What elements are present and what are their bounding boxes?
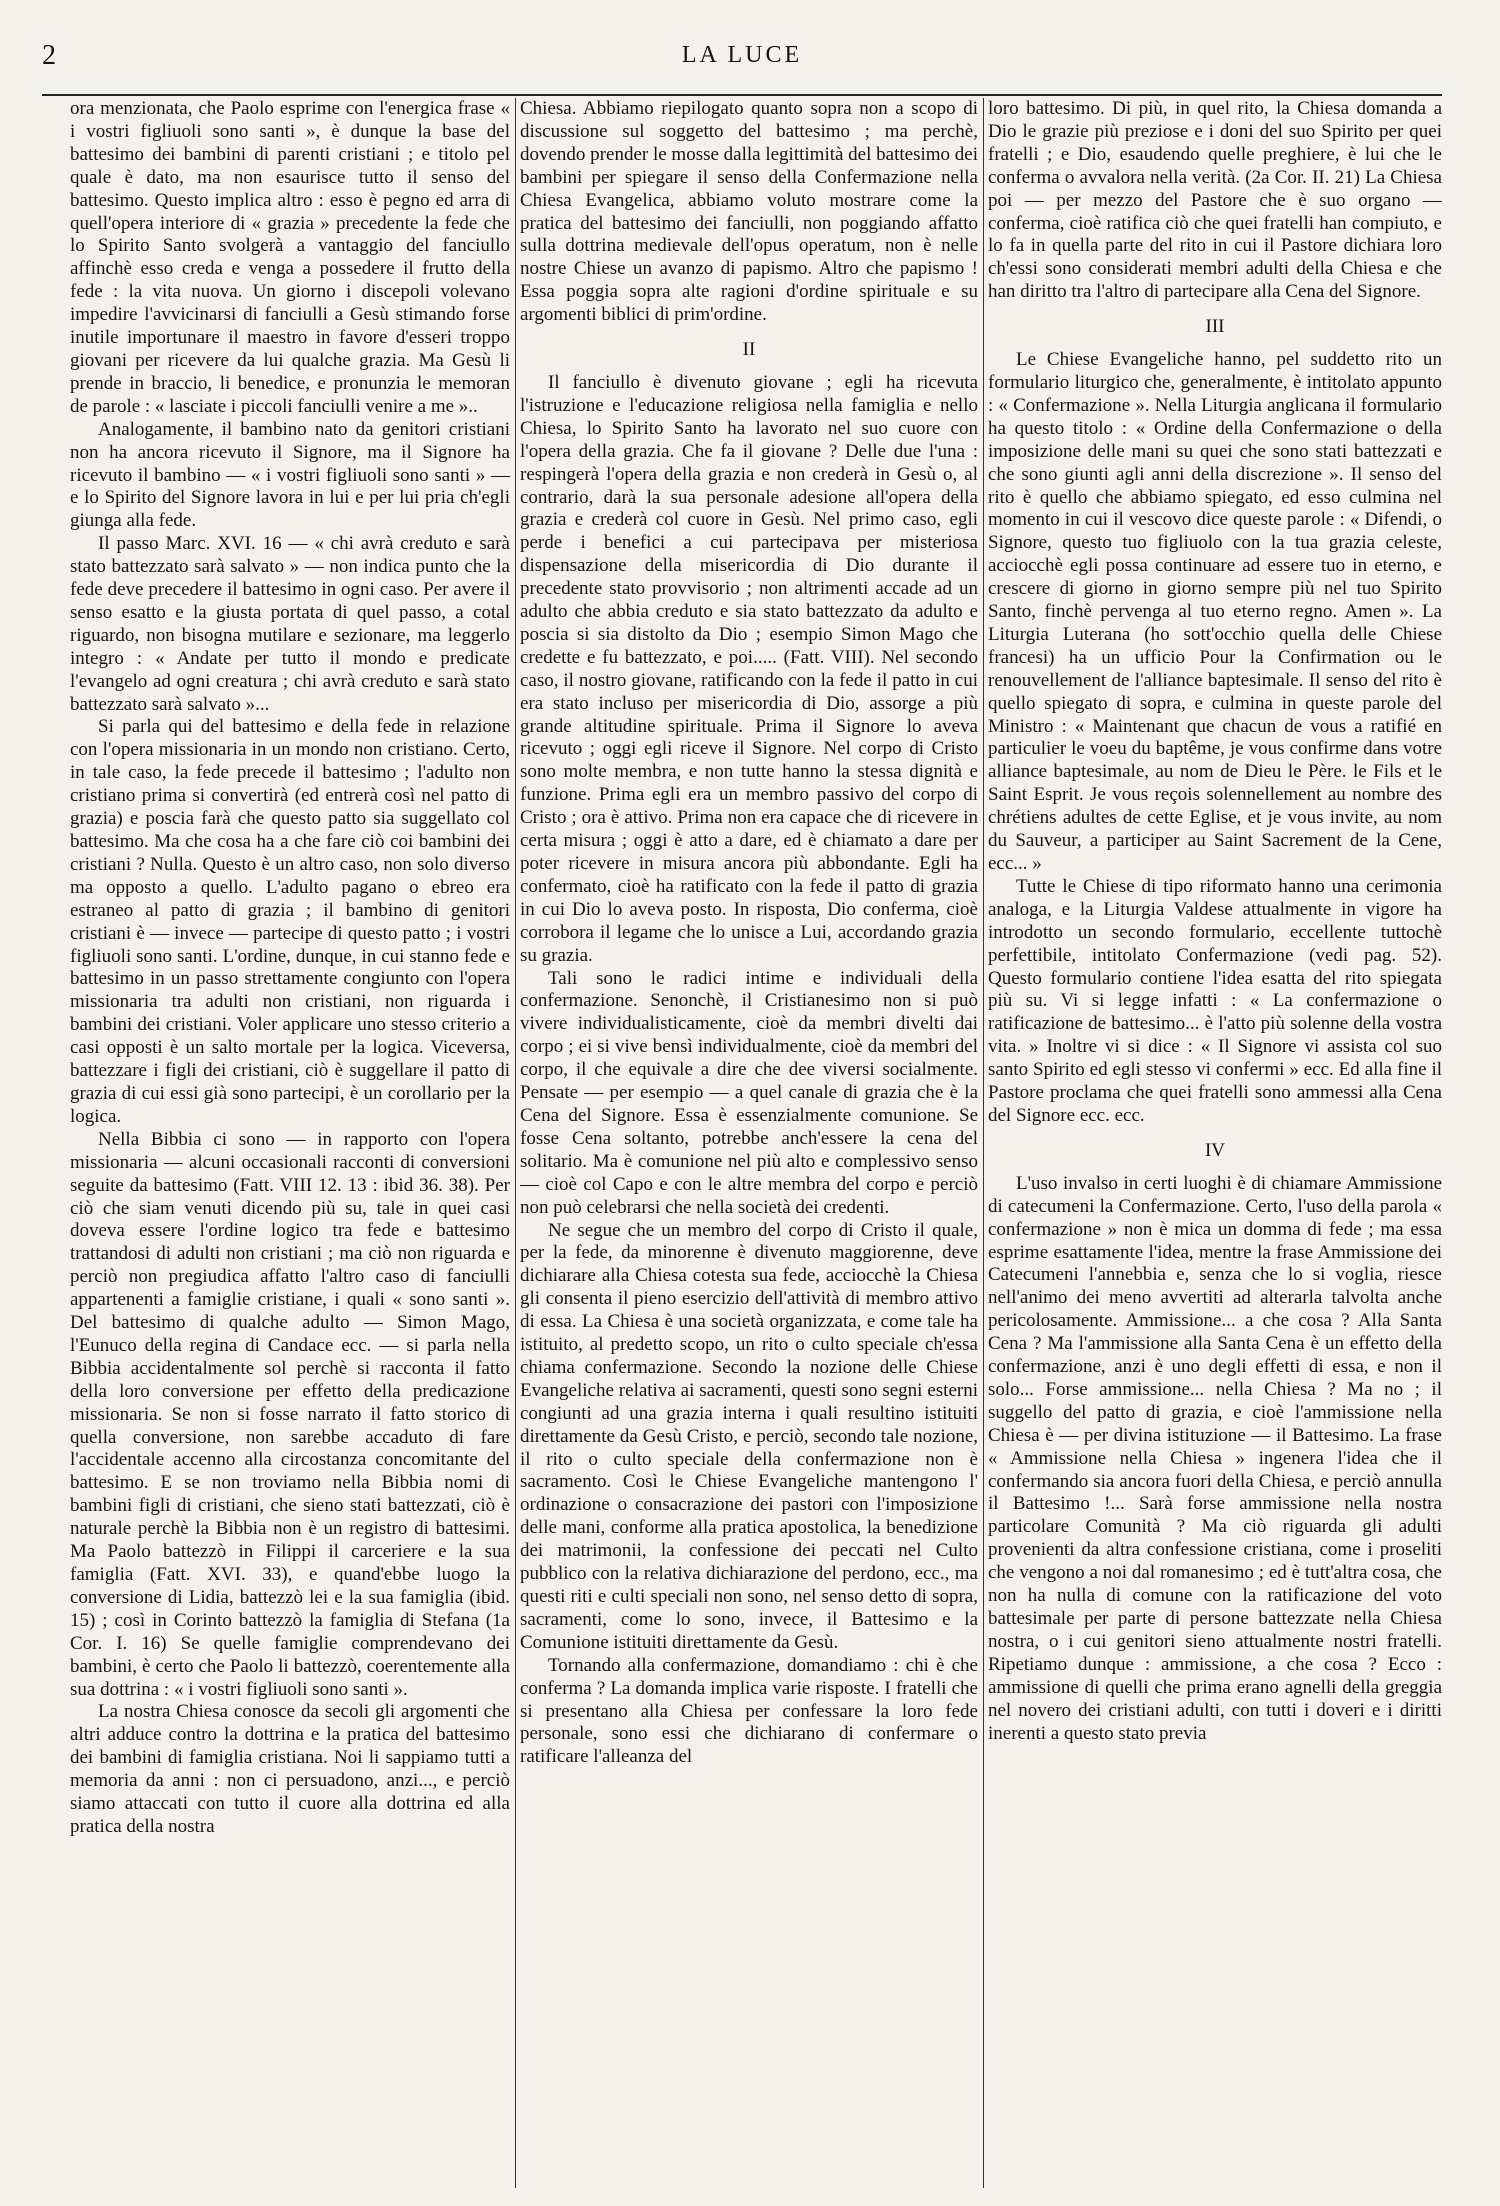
paragraph: Il passo Marc. XVI. 16 — « chi avrà creduto e sarà stato battezzato sarà salvato » — non indica punto che la fede deve precedere il battesimo in ogni caso. Per avere il senso esatto e la giusta portata di quel passo, a cotal riguardo, non bisogna mutilare e sezionare, ma leggerlo integro : « Andate per tutto il mondo e predicate l'evangelo ad ogni creatura ; chi avrà creduto e sarà stato battezzato sarà salvato »...	[70, 533, 510, 715]
header-rule	[42, 94, 1442, 96]
paragraph: Tali sono le radici intime e individuali della confermazione. Senonchè, il Cristianesimo non si può vivere individualisticamente, cioè da membri divelti dai corpo ; ei si vive bensì individualmente, cioè da membri del corpo, il che equivale a dire che dee viversi socialmente. Pensate — per esempio — a quel canale di grazia che è la Cena del Signore. Essa è essenzialmente comunione. Se fosse Cena soltanto, potrebbe anch'essere la cena del solitario. Ma è comunione nel più alto e complessivo senso — cioè col Capo e con le altre membra del corpo e perciò non può celebrarsi che nella società dei credenti.	[520, 967, 978, 1218]
page-header	[42, 40, 1442, 80]
paragraph: Nella Bibbia ci sono — in rapporto con l'opera missionaria — alcuni occasionali racconti di conversioni seguite da battesimo (Fatt. VIII 12. 13 : ibid 36. 38). Per ciò che siam venuti dicendo più su, tale in quei casi doveva essere l'ordine logico tra fede e battesimo trattandosi di adulti non cristiani ; ma ciò non riguarda e perciò non pregiudica affatto l'altro caso di fanciulli appartenenti a famiglie cristiane, i quali « sono santi ». Del battesimo di qualche adulto — Simon Mago, l'Eunuco della regina di Candace ecc. — si parla nella Bibbia accidentalmente sol perchè si racconta il fatto della loro conversione per effetto della predicazione missionaria. Se non si fosse narrato il fatto storico di quella conversione, non sarebbe accaduto di fare l'accidentale accenno alla circostanza concomitante del battesimo. E se non troviamo nella Bibbia nomi di bambini figli di cristiani, che sieno stati battezzati, ciò è naturale perchè la Bibbia non è un registro di battesimi. Ma Paolo battezzò in Filippi il carceriere e la sua famiglia (Fatt. XVI. 33), e quand'ebbe luogo la conversione di Lidia, battezzò lei e la sua famiglia (ibid. 15) ; così in Corinto battezzò la famiglia di Stefana (1a Cor. I. 16) Se quelle famiglie comprendevano dei bambini, è certo che Paolo li battezzò, coerentemente alla sua dottrina : « i vostri figliuoli sono santi ».	[70, 1128, 510, 1700]
paragraph: Si parla qui del battesimo e della fede in relazione con l'opera missionaria in un mondo non cristiano. Certo, in tale caso, la fede precede il battesimo ; l'adulto non cristiano prima si convertirà (ed entrerà così nel patto di grazia) e poscia farà che questo patto sia suggellato col battesimo. Ma che cosa ha a che fare ciò coi bambini dei cristiani ? Nulla. Questo è un altro caso, non solo diverso ma opposto a quello. L'adulto pagano o ebreo era estraneo al patto di grazia ; il bambino di genitori cristiani è — invece — partecipe di questo patto ; i vostri figliuoli sono santi. L'ordine, dunque, in cui stanno fede e battesimo in un passo strettamente congiunto con l'opera missionaria tra adulti non cristiani, non riguarda i bambini dei cristiani. Voler applicare uno stesso criterio a casi opposti è un salto mortale per la logica. Viceversa, battezzare i figli dei cristiani, ciò è suggellare il patto di grazia di cui essi già sono partecipi, è un corollario per la logica.	[70, 716, 510, 1127]
text-column-1	[70, 98, 510, 2188]
paragraph: Le Chiese Evangeliche hanno, pel suddetto rito un formulario liturgico che, generalmente, è intitolato appunto : « Confermazione ». Nella Liturgia anglicana il formulario ha questo titolo : « Ordine della Confermazione o della imposizione delle mani su quei che sono stati battezzati e che sono giunti agli anni della discrezione ». Il senso del rito è quello che abbiamo spiegato, ed esso culmina nel momento in cui il vescovo dice queste parole : « Difendi, o Signore, questo tuo figliuolo con la tua grazia celeste, acciocchè egli possa continuare ad essere tuo in eterno, e crescere di giorno in giorno sempre più nel tuo Spirito Santo, finchè pervenga al tuo eterno regno. Amen ». La Liturgia Luterana (ho sott'occhio quella delle Chiese francesi) ha un ufficio Pour la Confirmation ou le renouvellement de l'alliance baptesimale. Il senso del rito è quello spiegato di sopra, e culmina in queste parole del Ministro : « Maintenant que chacun de vous a ratifié en particulier le voeu du baptême, je vous confirme dans votre alliance baptesimale, au nom de Dieu le Père. le Fils et le Saint Esprit. Je vous reçois solennellement au nombre des chrétiens adultes de cette Eglise, et je vous invite, au nom du Sauveur, a participer au Saint Sacrement de la Cene, ecc... »	[988, 349, 1442, 874]
text-column-3	[988, 98, 1442, 2188]
paragraph: Chiesa. Abbiamo riepilogato quanto sopra non a scopo di discussione sul soggetto del battesimo ; ma perchè, dovendo prender le mosse dalla legittimità del battesimo dei bambini per spiegare il senso della Confermazione nella Chiesa Evangelica, abbiamo voluto mostrare come la pratica del battesimo dei fanciulli, non poggiando affatto sulla dottrina medievale dell'opus operatum, non è nelle nostre Chiese un avanzo di papismo. Altro che papismo ! Essa poggia sopra alte ragioni d'ordine spirituale e su argomenti biblici di prim'ordine.	[520, 98, 978, 326]
paragraph: L'uso invalso in certi luoghi è di chiamare Ammissione di catecumeni la Confermazione. Certo, l'uso della parola « confermazione » non è mica un domma di fede ; ma essa esprime esattamente l'idea, mentre la frase Ammissione dei Catecumeni l'annebbia e, senza che lo si voglia, riesce nell'animo dei meno avvertiti ad alterarla talvolta anche pericolosamente. Ammissione... a che cosa ? Alla Santa Cena ? Ma l'ammissione alla Santa Cena è un effetto della confermazione, anzi è uno degli effetti di essa, e non il solo... Forse ammissione... nella Chiesa ? Ma no ; il suggello del patto di grazia, e cioè l'ammissione nella Chiesa è — per divina istituzione — il Battesimo. La frase « Ammissione nella Chiesa » ingenera l'idea che il confermando sia ancora fuori della Chiesa, e perciò annulla il Battesimo !... Sarà forse ammissione nella nostra particolare Comunità ? Ma ciò riguarda gli adulti provenienti da altra confessione cristiana, come i proseliti che vengono a noi dal romanesimo ; ed è tutt'altra cosa, che non ha nulla di comune con la ratificazione del voto battesimale per parte di persone battezzate nella Chiesa nostra, o i cui genitori sieno attualmente nostri fratelli. Ripetiamo dunque : ammissione, a che cosa ? Ecco : ammissione di quelli che prima erano agnelli della greggia nel novero dei cristiani adulti, con tutti i doveri e i diritti inerenti a questo stato previa	[988, 1172, 1442, 1744]
paragraph: loro battesimo. Di più, in quel rito, la Chiesa domanda a Dio le grazie più preziose e i doni del suo Spirito per quei fratelli ; e Dio, esaudendo quelle preghiere, è lui che le conferma o avvalora nella verità. (2a Cor. II. 21) La Chiesa poi — per mezzo del Pastore che è suo organo — conferma, cioè ratifica ciò che quei fratelli han compiuto, e lo fa in quella parte del rito in cui il Pastore dichiara loro ch'essi sono considerati membri adulti della Chiesa e che han diritto tra l'altro di partecipare alla Cena del Signore.	[988, 98, 1442, 303]
paragraph: Tornando alla confermazione, domandiamo : chi è che conferma ? La domanda implica varie risposte. I fratelli che si presentano alla Chiesa per confessare la loro fede personale, sono essi che dichiarano di confermare o ratificare l'alleanza del	[520, 1654, 978, 1768]
paragraph: Il fanciullo è divenuto giovane ; egli ha ricevuta l'istruzione e l'educazione religiosa nella famiglia e nello Chiesa, lo Spirito Santo ha lavorato nel suo cuore con l'opera della grazia. Che fa il giovane ? Delle due l'una : respingerà l'opera della grazia e non crederà in Gesù o, al contrario, darà la sua personale adesione all'opera della grazia e crederà col cuore in Gesù. Nel primo caso, egli perde i benefici a cui partecipava per misteriosa dispensazione della misericordia di Dio durante il precedente stato provvisorio ; non altrimenti accade ad un adulto che abbia creduto e sia stato battezzato da adulto e poscia si sia distolto da Dio ; esempio Simon Mago che credette e fu battezzato, e poi..... (Fatt. VIII). Nel secondo caso, il nostro giovane, ratificando con la fede il patto in cui era stato incluso per misericordia di Dio, assorge a più grande altitudine spirituale. Prima il Signore lo aveva ricevuto ; oggi egli riceve il Signore. Nel corpo di Cristo sono molte membra, e non tutte hanno la stessa dignità e funzione. Prima egli era un membro passivo del corpo di Cristo ; ora è attivo. Prima non era capace che di ricevere in certa misura ; oggi è atto a dare, ed è chiamato a dare per poter ricevere in misura ancora più abbondante. Egli ha confermato, cioè ha ratificato con la fede il patto di grazia in cui Dio lo aveva posto. In risposta, Dio conferma, cioè corrobora il legame che lo unisce a Lui, accordando grazia su grazia.	[520, 371, 978, 966]
section-heading: III	[1205, 316, 1225, 338]
paragraph: Tutte le Chiese di tipo riformato hanno una cerimonia analoga, e la Liturgia Valdese attualmente in vigore ha introdotto un secondo formulario, eccellente tuttochè perfettibile, intitolato Confermazione (vedi pag. 52). Questo formulario contiene l'idea esatta del rito spiegata più su. Vi si legge infatti : « La confermazione o ratificazione de battesimo... è l'atto più solenne della vostra vita. » Inoltre vi si dice : « Il Signore vi assista col suo santo Spirito ed egli stesso vi confermi » ecc. Ed alla fine il Pastore proclama che quei fratelli sono ammessi alla Cena del Signore ecc. ecc.	[988, 875, 1442, 1126]
paragraph: La nostra Chiesa conosce da secoli gli argomenti che altri adduce contro la dottrina e la pratica del battesimo dei bambini di famiglia cristiana. Noi li sappiamo tutti a memoria da anni : non ci persuadono, anzi..., e perciò siamo attaccati con tutto il cuore alla dottrina ed alla pratica della nostra	[70, 1701, 510, 1837]
section-heading: IV	[1204, 1139, 1226, 1161]
paragraph: Ne segue che un membro del corpo di Cristo il quale, per la fede, da minorenne è divenuto maggiorenne, deve dichiarare alla Chiesa cotesta sua fede, acciocchè la Chiesa gli consenta il pieno esercizio dell'attività di membro attivo di essa. La Chiesa è una società organizzata, e come tale ha istituito, al predetto scopo, un rito o culto speciale ch'essa chiama confermazione. Secondo la nozione delle Chiese Evangeliche relativa ai sacramenti, questi sono segni esterni congiunti ad una grazia interna i quali resultino istituiti direttamente da Gesù Cristo, e perciò, secondo tale nozione, il rito o culto speciale della confermazione non è sacramento. Così le Chiese Evangeliche mantengono l' ordinazione o consacrazione dei pastori con l'imposizione delle mani, conforme alla pratica apostolica, la benedizione dei matrimonii, la confessione dei peccati nel Culto pubblico con la relativa dichiarazione del perdono, ecc., ma questi riti e culti speciali non sono, nel senso detto di sopra, sacramenti, come lo sono, invece, il Battesimo e la Comunione istituiti direttamente da Gesù.	[520, 1219, 978, 1653]
page-number: 2	[42, 40, 56, 71]
text-column-2	[520, 98, 978, 2188]
paragraph: Analogamente, il bambino nato da genitori cristiani non ha ancora ricevuto il Signore, ma il Signore ha ricevuto il bambino — « i vostri figliuoli sono santi » — e lo Spirito del Signore lavora in lui e per lui pria ch'egli giunga alla fede.	[70, 418, 510, 532]
section-heading: II	[742, 339, 756, 361]
column-divider	[983, 98, 984, 2188]
paragraph: ora menzionata, che Paolo esprime con l'energica frase « i vostri figliuoli sono santi », è dunque la base del battesimo dei bambini di parenti cristiani ; e titolo pel quale è dato, ma non esaurisce tutto il senso del battesimo. Questo implica altro : esso è pegno ed arra di quell'opera interiore di « grazia » precedente la fede che lo Spirito Santo svolgerà a vantaggio del fanciullo affinchè esso creda e venga a possedere il frutto della fede : la vita nuova. Un giorno i discepoli volevano impedire l'avvicinarsi di fanciulli a Gesù stimando forse inutile importunare il maestro in favore d'esseri troppo giovani per ricevere da lui qualche grazia. Ma Gesù li prende in braccio, li benedice, e pronunzia le memoran de parole : « lasciate i piccoli fanciulli venire a me »..	[70, 98, 510, 417]
column-divider	[515, 98, 516, 2188]
masthead-title: LA LUCE	[681, 42, 803, 68]
